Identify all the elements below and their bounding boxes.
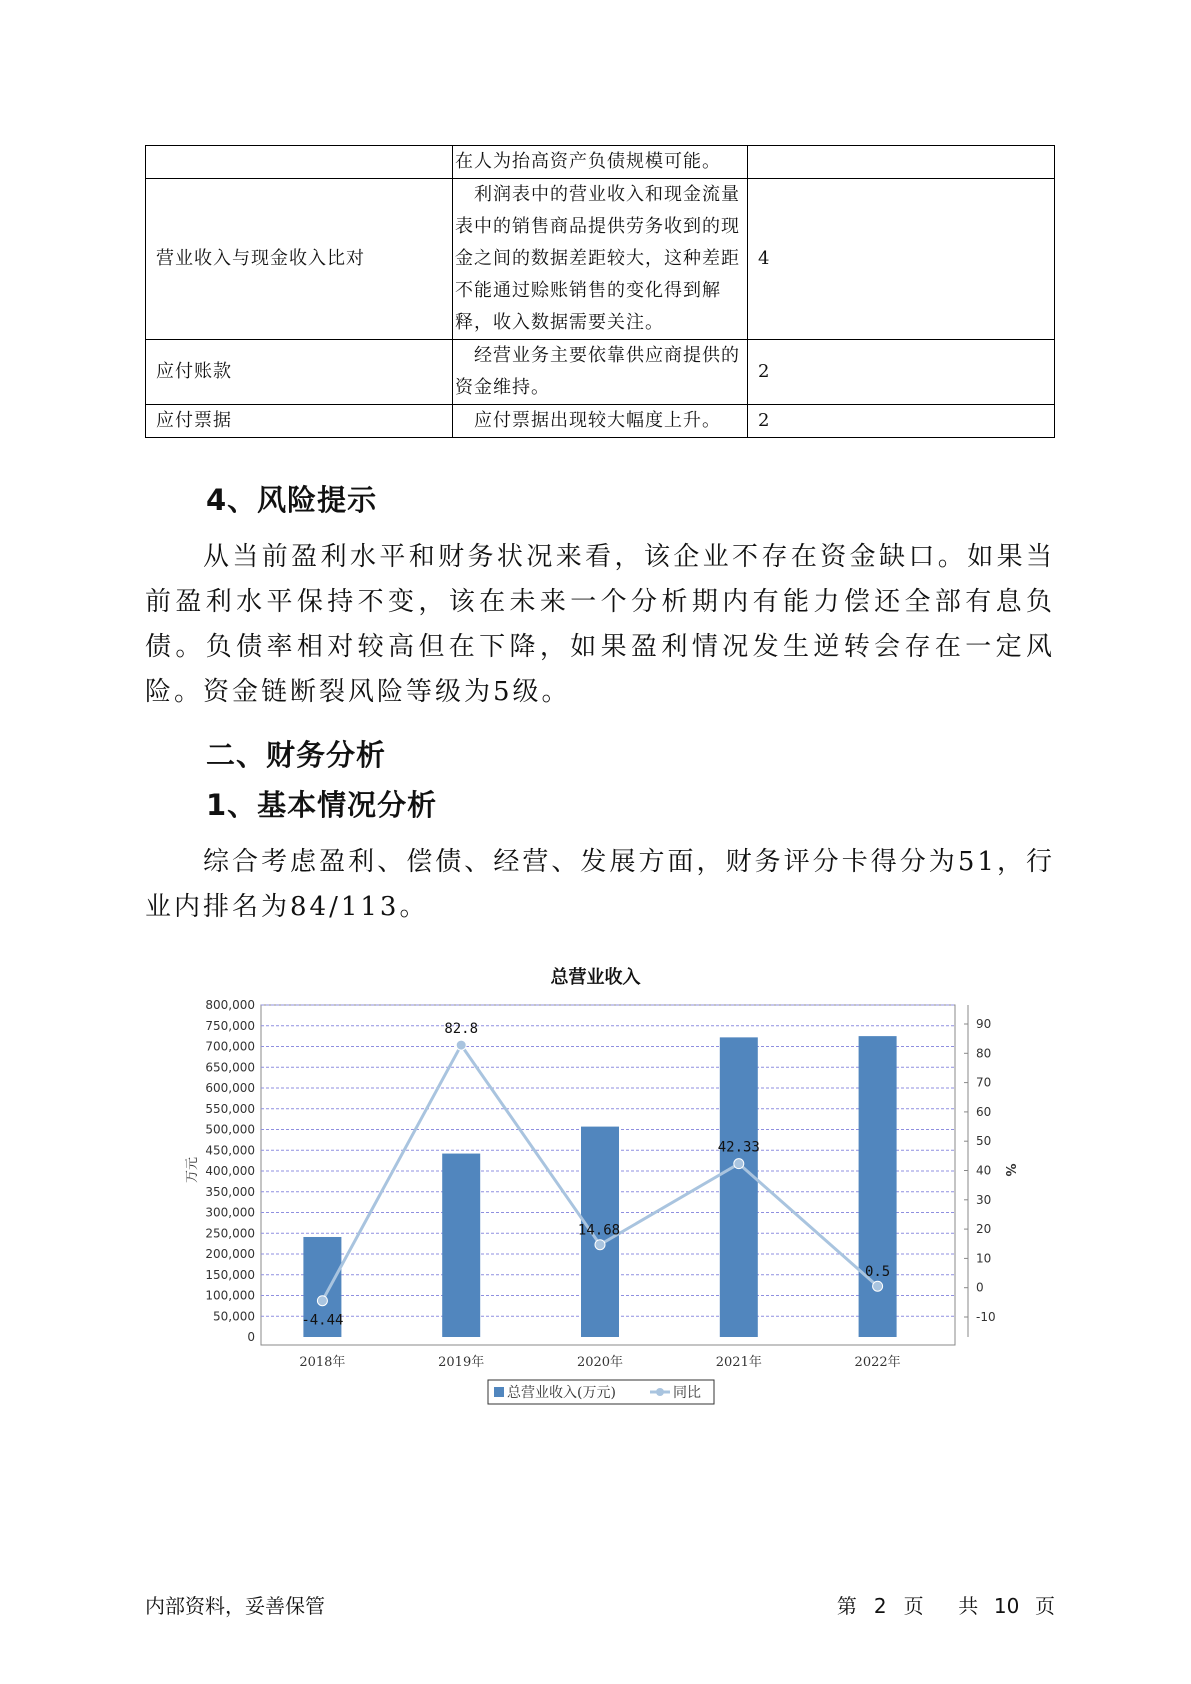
row-desc-cell: 经营业务主要依靠供应商提供的资金维持。 <box>453 340 748 405</box>
y2-tick-label: 80 <box>976 1046 992 1061</box>
y-tick-label: 650,000 <box>205 1060 255 1075</box>
yoy-data-label: 0.5 <box>864 1264 891 1281</box>
revenue-bar <box>442 1154 480 1337</box>
y-tick-label: 450,000 <box>205 1143 255 1158</box>
page-number <box>837 1590 1055 1619</box>
x-tick-label: 2022年 <box>854 1355 901 1370</box>
y2-tick-label: 10 <box>976 1251 992 1266</box>
row-item-cell: 营业收入与现金收入比对 <box>146 179 453 340</box>
yoy-point <box>873 1281 883 1291</box>
yoy-point <box>595 1240 605 1250</box>
y2-tick-label: 40 <box>976 1163 992 1178</box>
y-tick-label: 200,000 <box>205 1247 255 1261</box>
current-page: 2 <box>873 1594 887 1618</box>
y2-axis-title: % <box>1002 1163 1017 1177</box>
total-suffix: 页 <box>1035 1594 1055 1618</box>
x-tick-label: 2021年 <box>715 1355 762 1370</box>
x-tick-label: 2020年 <box>576 1355 624 1370</box>
yoy-point <box>734 1159 744 1169</box>
yoy-data-label: -4.44 <box>301 1312 344 1329</box>
row-item-cell: 应付票据 <box>146 405 453 438</box>
y2-tick-label: 20 <box>976 1222 992 1237</box>
row-desc-cell: 应付票据出现较大幅度上升。 <box>453 405 748 438</box>
x-tick-label: 2018年 <box>299 1355 346 1370</box>
y2-tick-label: -10 <box>976 1310 996 1324</box>
legend-bar-swatch <box>494 1387 504 1397</box>
x-tick-label: 2019年 <box>438 1355 485 1370</box>
yoy-data-label: 42.33 <box>717 1139 760 1156</box>
legend-line-marker <box>656 1388 664 1396</box>
y2-tick-label: 50 <box>976 1134 992 1149</box>
y-tick-label: 150,000 <box>205 1267 255 1282</box>
revenue-bar <box>717 1037 760 1337</box>
footer-note: 内部资料，妥善保管 <box>145 1594 325 1618</box>
y2-tick-label: 90 <box>976 1017 992 1031</box>
legend-line-label: 同比 <box>673 1385 701 1401</box>
row-desc-cell: 利润表中的营业收入和现金流量表中的销售商品提供劳务收到的现金之间的数据差距较大，这种差距不能通过赊账销售的变化得到解释，收入数据需要关注。 <box>453 179 748 340</box>
y-tick-label: 50,000 <box>213 1309 255 1324</box>
total-pages: 10 <box>993 1594 1020 1618</box>
total-prefix: 共 <box>958 1594 979 1618</box>
y2-tick-label: 30 <box>976 1192 992 1207</box>
section-heading-finance: 二、财务分析 <box>206 738 387 772</box>
revenue-bar <box>859 1036 897 1337</box>
y-tick-label: 700,000 <box>205 1039 255 1054</box>
page-prefix: 第 <box>836 1594 857 1618</box>
y2-tick-label: 60 <box>976 1104 992 1119</box>
basic-paragraph: 综合考虑盈利、偿债、经营、发展方面，财务评分卡得分为51，行业内排名为84/113。 <box>145 847 1055 922</box>
row-item-cell: 应付账款 <box>146 340 453 405</box>
y-tick-label: 600,000 <box>205 1081 255 1095</box>
row-desc-cell: 在人为抬高资产负债规模可能。 <box>453 146 748 179</box>
yoy-data-label: 82.8 <box>444 1021 479 1038</box>
legend-bar-label: 总营业收入(万元) <box>507 1385 616 1401</box>
row-score-cell: 2 <box>748 405 1055 438</box>
y-axis-title: 万元 <box>185 1156 200 1184</box>
risk-paragraph: 从当前盈利水平和财务状况来看，该企业不存在资金缺口。如果当前盈利水平保持不变，该在未来一个分析期内有能力偿还全部有息负债。负债率相对较高但在下降，如果盈利情况发生逆转会存在一定风险。资金链断裂风险等级为5级。 <box>145 542 1055 707</box>
y-tick-label: 350,000 <box>205 1184 255 1199</box>
row-score-cell: 2 <box>748 340 1055 405</box>
page-suffix: 页 <box>903 1594 924 1618</box>
y-tick-label: 550,000 <box>205 1101 255 1116</box>
y2-tick-label: 0 <box>976 1280 984 1295</box>
y-tick-label: 0 <box>247 1330 255 1344</box>
y-tick-label: 500,000 <box>205 1122 255 1137</box>
yoy-point <box>456 1040 466 1050</box>
row-score-cell: 4 <box>748 179 1055 340</box>
section-heading-risk: 4、风险提示 <box>206 483 378 517</box>
y-tick-label: 750,000 <box>205 1018 255 1033</box>
yoy-data-label: 14.68 <box>577 1222 621 1239</box>
y-tick-label: 250,000 <box>205 1226 255 1241</box>
y-tick-label: 100,000 <box>205 1288 255 1303</box>
yoy-point <box>317 1296 327 1306</box>
section-heading-basic: 1、基本情况分析 <box>206 788 438 822</box>
y-tick-label: 800,000 <box>205 998 255 1012</box>
y-tick-label: 400,000 <box>205 1164 255 1178</box>
y2-tick-label: 70 <box>976 1075 992 1090</box>
y-tick-label: 300,000 <box>205 1205 255 1220</box>
chart-title: 总营业收入 <box>550 967 641 988</box>
